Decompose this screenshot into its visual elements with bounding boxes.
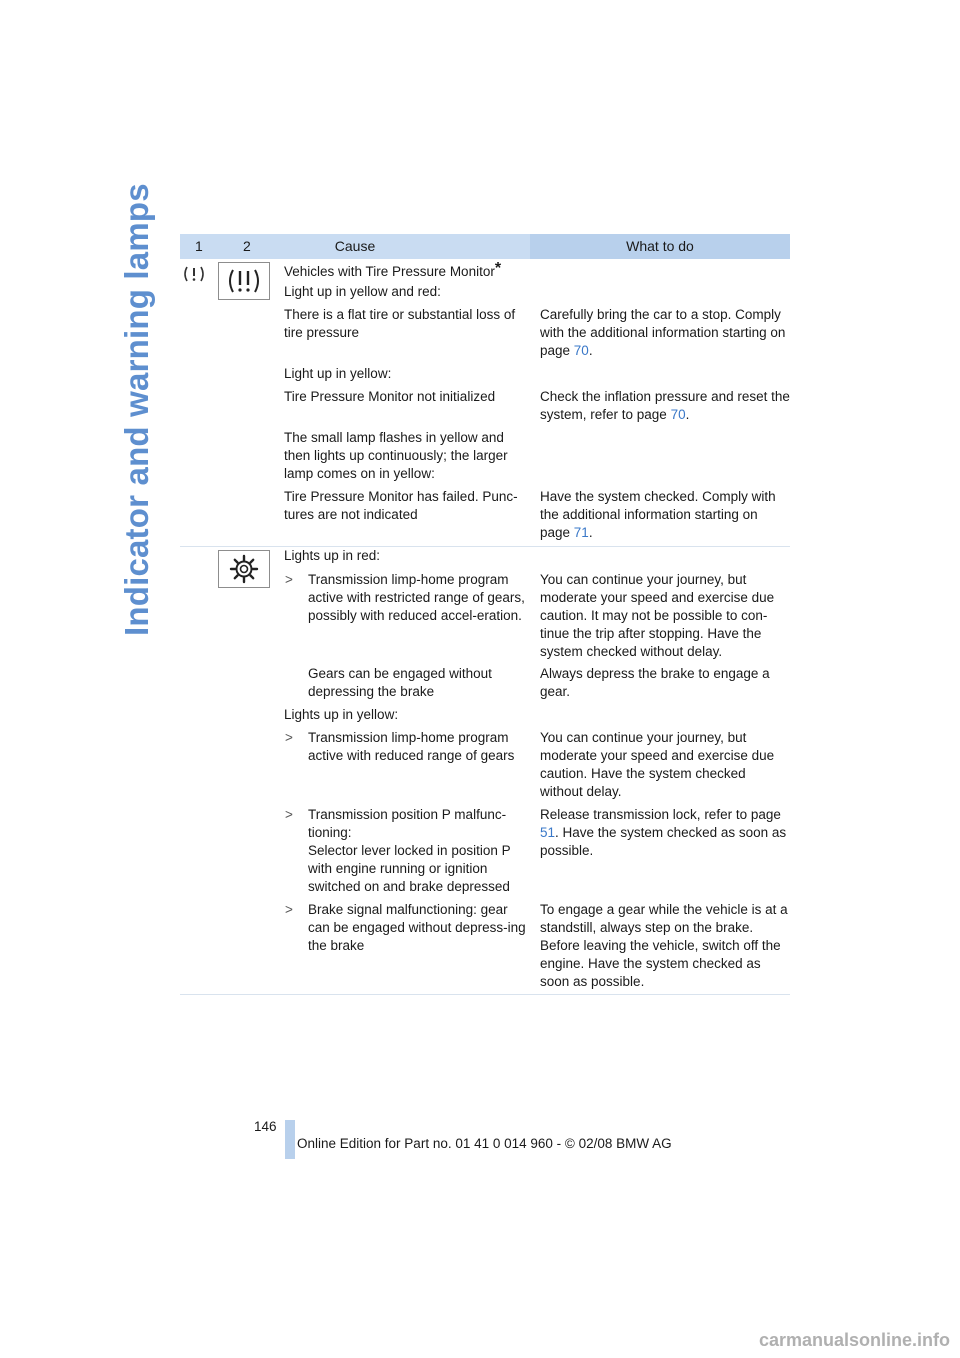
table-header xyxy=(180,234,790,259)
trans-cause-1b: Gears can be engaged without depressing the brake xyxy=(308,666,492,699)
bullet-marker: > xyxy=(285,572,293,587)
trans-red-label: Lights up in red: xyxy=(284,548,381,563)
page-link-71[interactable]: 71 xyxy=(573,525,589,540)
trans-cause-1: Transmission limp-home program active with restricted range of gears, possibly with reduced accel-eration. xyxy=(308,572,525,623)
trans-cause-4: Brake signal malfunctioning: gear can be engaged without depress-ing the brake xyxy=(308,902,526,953)
header-col-2: 2 xyxy=(243,238,251,254)
tpm-flash-label: The small lamp flashes in yellow and then lights up continuously; the larger lamp comes on in yellow: xyxy=(284,430,508,481)
bullet-marker: > xyxy=(285,902,293,917)
tire-pressure-icon-frame xyxy=(218,262,270,300)
tpm-todo-3: Have the system checked. Comply with the additional information starting on page 71. xyxy=(540,489,776,540)
footer-accent-bar xyxy=(285,1120,295,1159)
tpm-cause-3: Tire Pressure Monitor has failed. Punc-tures are not indicated xyxy=(284,489,518,522)
tpm-cause-1: There is a flat tire or substantial loss of tire pressure xyxy=(284,307,516,340)
optional-equipment-star: * xyxy=(494,260,502,277)
header-cause: Cause xyxy=(334,238,376,254)
tpm-todo-1: Carefully bring the car to a stop. Comply with the additional information starting on page 70. xyxy=(540,307,786,358)
header-what-to-do: What to do xyxy=(626,238,694,254)
tpm-yellow-label: Light up in yellow: xyxy=(284,366,392,381)
trans-yellow-label: Lights up in yellow: xyxy=(284,707,399,722)
tpm-cause-2: Tire Pressure Monitor not initialized xyxy=(284,389,496,404)
tpm-todo-2: Check the inflation pressure and reset the system, refer to page 70. xyxy=(540,389,790,422)
tire-pressure-large-icon xyxy=(219,263,269,299)
trans-todo-1: You can continue your journey, but moderate your speed and exercise due caution. It may not be possible to con-tinue the trip after stopping. Have the system checked without delay. xyxy=(540,572,775,659)
trans-todo-4: To engage a gear while the vehicle is at a standstill, always step on the brake. Before leaving the vehicle, switch off the engine. Have the system checked as soon as possible. xyxy=(540,902,788,989)
side-section-title: Indicator and warning lamps xyxy=(118,183,155,636)
trans-cause-2: Transmission limp-home program active with reduced range of gears xyxy=(308,730,515,763)
trans-todo-2: You can continue your journey, but moderate your speed and exercise due caution. Have the system checked without delay. xyxy=(540,730,775,799)
trans-todo-3: Release transmission lock, refer to page 51. Have the system checked as soon as possible. xyxy=(540,807,787,858)
table-bottom-rule xyxy=(180,994,790,995)
tpm-red-yellow-label: Light up in yellow and red: xyxy=(284,284,441,299)
transmission-icon-frame xyxy=(218,550,270,588)
bullet-marker: > xyxy=(285,807,293,822)
tpm-title: Vehicles with Tire Pressure Monitor* xyxy=(284,260,502,279)
page-link-51[interactable]: 51 xyxy=(540,825,556,840)
tire-pressure-small-icon xyxy=(180,264,208,284)
bullet-marker: > xyxy=(285,730,293,745)
page-link-70-b[interactable]: 70 xyxy=(670,407,686,422)
watermark: carmanualsonline.info xyxy=(758,1330,950,1350)
footer-edition-text: Online Edition for Part no. 01 41 0 014 960 - © 02/08 BMW AG xyxy=(297,1136,672,1151)
trans-todo-1b: Always depress the brake to engage a gear. xyxy=(540,666,770,699)
page-number: 146 xyxy=(254,1119,277,1134)
page-link-70[interactable]: 70 xyxy=(573,343,589,358)
transmission-gear-icon xyxy=(219,551,269,587)
trans-cause-3: Transmission position P malfunc-tioning: Selector lever locked in position P with engine running or ignition switched on and brake depressed xyxy=(308,807,511,894)
header-col-1: 1 xyxy=(195,238,203,254)
